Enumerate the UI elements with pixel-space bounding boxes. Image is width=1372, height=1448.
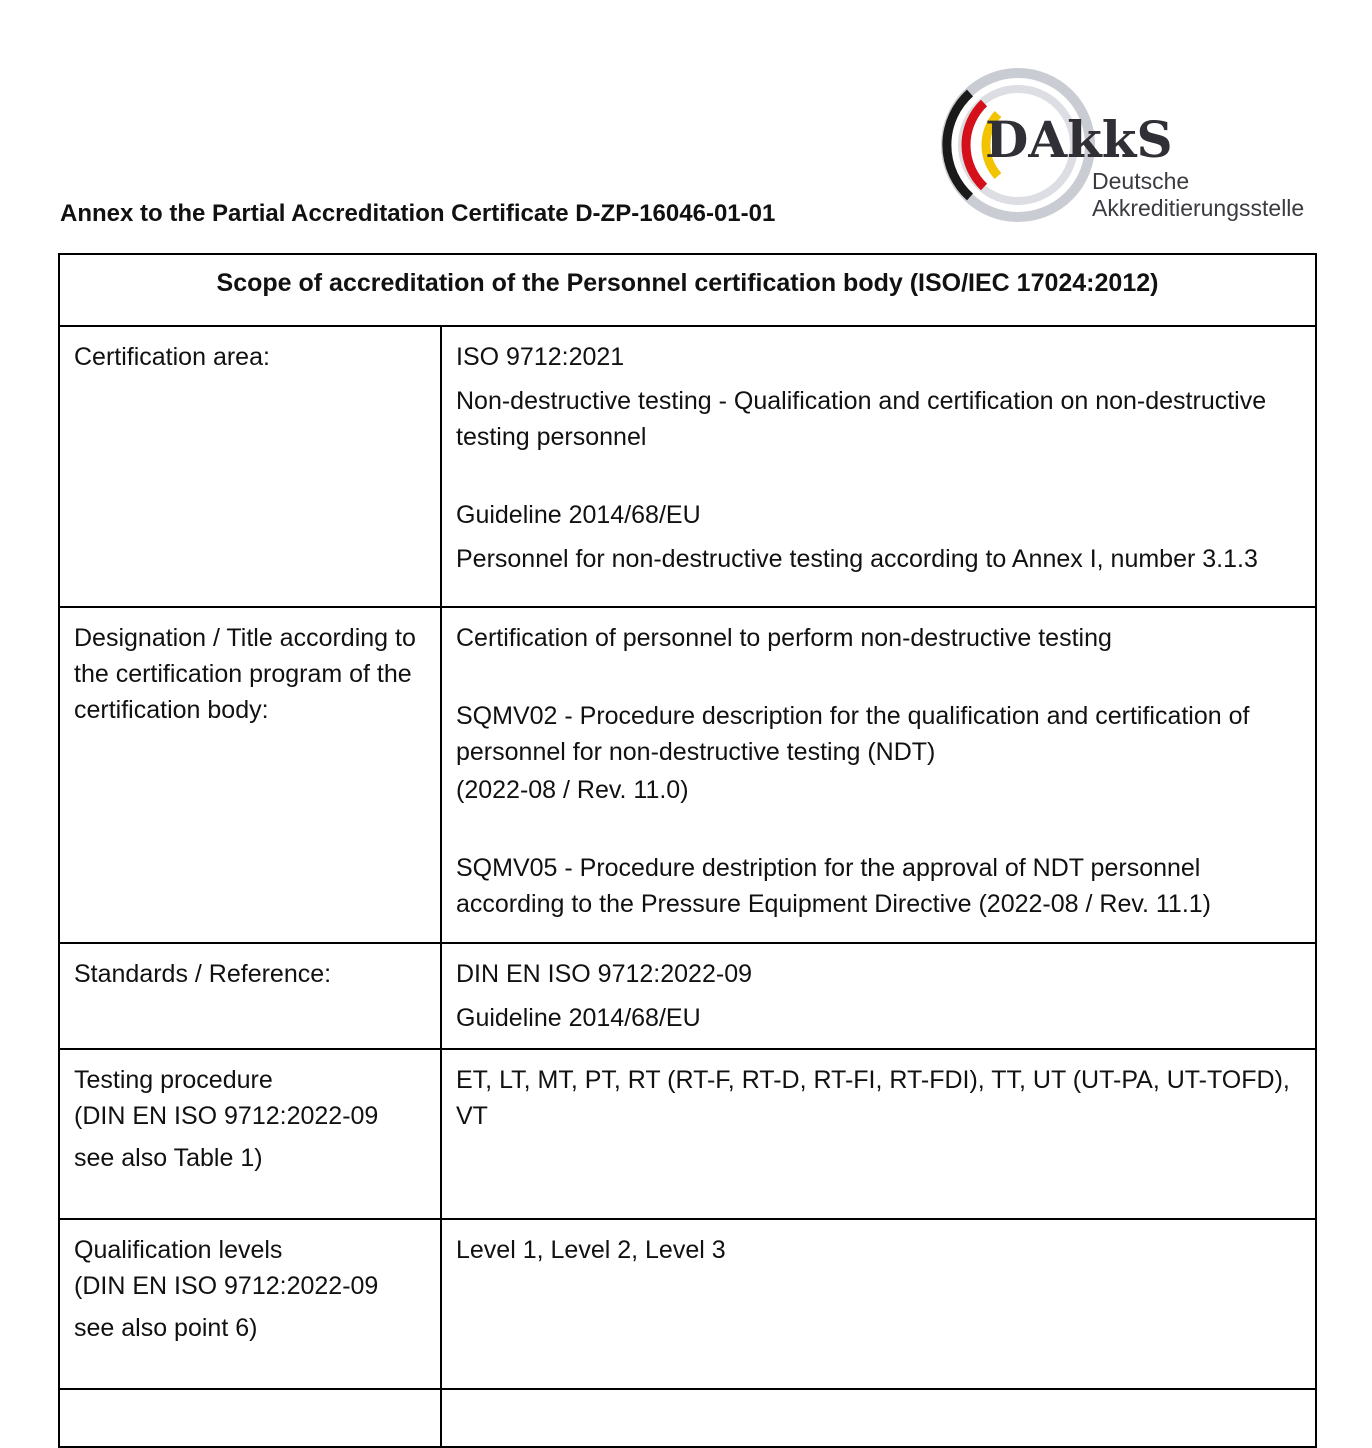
label-line: see also Table 1) (74, 1144, 263, 1172)
certification-area-label: Certification area: (74, 343, 270, 371)
logo-subtitle-line2: Akkreditierungsstelle (1092, 195, 1305, 221)
row-label (59, 943, 441, 1049)
value-line: Personnel for non-destructive testing according to Annex I, number 3.1.3 (456, 545, 1258, 573)
label-line: (DIN EN ISO 9712:2022-09 (74, 1102, 379, 1130)
table-row (59, 607, 1316, 943)
value-line: (2022-08 / Rev. 11.0) (456, 776, 689, 804)
value-line: DIN EN ISO 9712:2022-09 (456, 960, 752, 988)
document-title: Annex to the Partial Accreditation Certificate D-ZP-16046-01-01 (60, 200, 776, 227)
logo-subtitle-line1: Deutsche (1092, 168, 1190, 194)
row-label (59, 1389, 441, 1447)
value-line: Guideline 2014/68/EU (456, 501, 701, 529)
table-row (59, 1219, 1316, 1389)
label-line: (DIN EN ISO 9712:2022-09 (74, 1272, 379, 1300)
row-label (59, 1219, 441, 1389)
value-line: Non-destructive testing - Qualification and certification on non-destructive testing personnel (456, 387, 1267, 451)
row-value (441, 326, 1316, 607)
scope-table (58, 253, 1317, 1448)
row-value (441, 1389, 1316, 1447)
value-line: SQMV05 - Procedure destription for the approval of NDT personnel according to the Pressure Equipment Directive (2022-08 / Rev. 11.1) (456, 854, 1212, 918)
table-header-row (59, 254, 1316, 326)
designation-label: Designation / Title according to the certification program of the certification body: (74, 624, 416, 724)
table-row (59, 326, 1316, 607)
row-value (441, 943, 1316, 1049)
logo-wordmark: DAkkS (985, 110, 1173, 169)
row-label (59, 326, 441, 607)
row-label (59, 607, 441, 943)
row-label (59, 1049, 441, 1219)
value-line: Level 1, Level 2, Level 3 (456, 1236, 726, 1264)
label-line: Qualification levels (74, 1236, 283, 1264)
row-value (441, 607, 1316, 943)
value-line: SQMV02 - Procedure description for the qualification and certification of personnel for non-destructive testing (NDT) (456, 702, 1250, 766)
value-line: Certification of personnel to perform non-destructive testing (456, 624, 1112, 652)
standards-label: Standards / Reference: (74, 960, 332, 988)
row-value (441, 1049, 1316, 1219)
table-header: Scope of accreditation of the Personnel certification body (ISO/IEC 17024:2012) (59, 254, 1316, 326)
table-row (59, 943, 1316, 1049)
logo-arc-red (966, 103, 984, 187)
value-line: ET, LT, MT, PT, RT (RT-F, RT-D, RT-FI, RT-FDI), TT, UT (UT-PA, UT-TOFD), VT (456, 1066, 1290, 1130)
label-line: Testing procedure (74, 1066, 273, 1094)
dakks-logo (930, 60, 1330, 230)
value-line: Guideline 2014/68/EU (456, 1004, 701, 1032)
value-line: ISO 9712:2021 (456, 343, 625, 371)
table-row (59, 1049, 1316, 1219)
label-line: see also point 6) (74, 1314, 258, 1342)
row-value (441, 1219, 1316, 1389)
table-row (59, 1389, 1316, 1447)
